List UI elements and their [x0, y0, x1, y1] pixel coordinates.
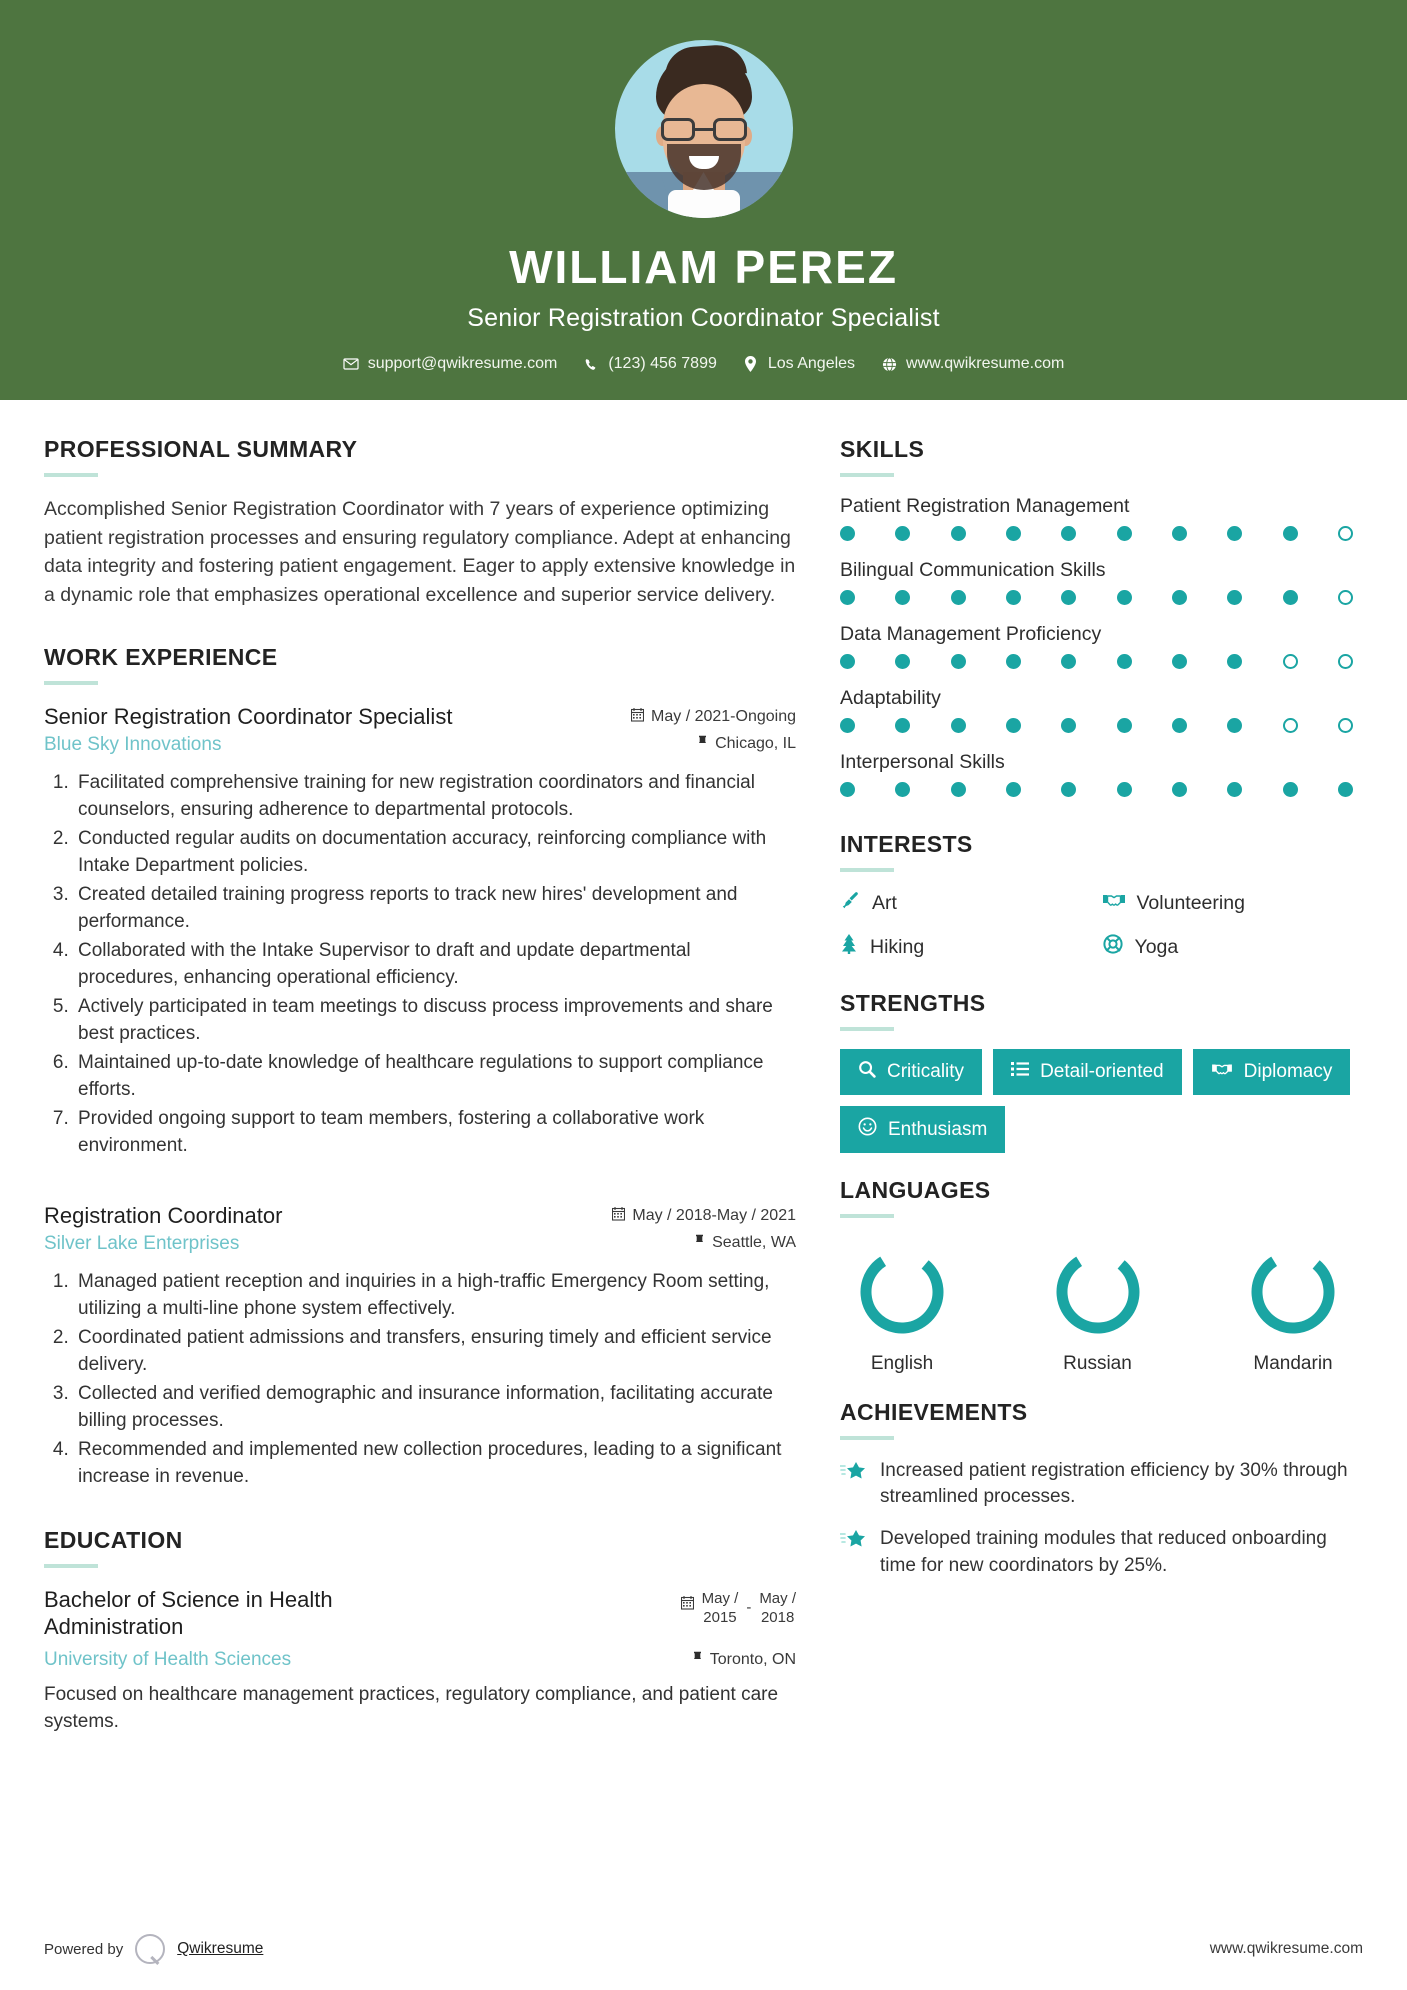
- skill-dot-filled: [840, 782, 855, 797]
- section-heading-interests: INTERESTS: [840, 831, 973, 857]
- work-bullet: 4. Recommended and implemented new collection procedures, leading to a significant increase in revenue.: [74, 1437, 796, 1491]
- skill-dot-filled: [1283, 782, 1298, 797]
- skill-dot-filled: [1061, 718, 1076, 733]
- powered-by-label: Powered by: [44, 1940, 124, 1958]
- map-pin-icon: [743, 356, 759, 372]
- work-role: Registration Coordinator: [44, 1202, 283, 1228]
- work-entry: [44, 703, 796, 1160]
- language-item: [1050, 1244, 1146, 1375]
- section-education: [44, 1527, 796, 1736]
- skill-item: [840, 751, 1355, 797]
- strength-label: Diplomacy: [1243, 1061, 1333, 1082]
- section-skills: [840, 436, 1355, 797]
- contact-email-text: support@qwikresume.com: [367, 355, 558, 372]
- education-location: [692, 1651, 796, 1670]
- globe-icon: [881, 356, 897, 372]
- skill-rating: [840, 654, 1355, 669]
- work-location-text: Seattle, WA: [712, 1234, 796, 1252]
- section-rule: [44, 1564, 98, 1568]
- section-rule: [840, 1436, 894, 1440]
- interest-item: [1103, 934, 1356, 960]
- section-rule: [840, 1027, 894, 1031]
- skill-dot-empty: [1338, 654, 1353, 669]
- right-column: [840, 436, 1355, 1736]
- handshake-icon: [1103, 890, 1125, 916]
- skill-dot-filled: [1283, 590, 1298, 605]
- avatar-glasses: [661, 118, 747, 142]
- language-donut: [1245, 1244, 1341, 1345]
- education-entry-header: [44, 1586, 796, 1641]
- education-start-year: 2015: [703, 1608, 737, 1626]
- strength-chip-criticality: [840, 1049, 982, 1095]
- skill-dot-filled: [1338, 782, 1353, 797]
- interest-item: [1103, 890, 1356, 916]
- education-school-row: [44, 1643, 796, 1671]
- work-bullet: 7. Provided ongoing support to team members, fostering a collaborative work environment.: [74, 1106, 796, 1160]
- language-label: English: [870, 1353, 934, 1374]
- skill-dot-filled: [1227, 590, 1242, 605]
- skill-dot-filled: [1227, 654, 1242, 669]
- skill-dot-filled: [1283, 526, 1298, 541]
- lifebuoy-icon: [1103, 934, 1123, 960]
- work-bullet: 3. Collected and verified demographic and insurance information, facilitating accurate billing processes.: [74, 1381, 796, 1435]
- section-rule: [840, 868, 894, 872]
- language-donut: [854, 1244, 950, 1345]
- skill-dot-filled: [1172, 782, 1187, 797]
- candidate-name: WILLIAM PEREZ: [509, 241, 898, 293]
- achievement-text: Increased patient registration efficiency by 30% through streamlined processes.: [880, 1460, 1348, 1508]
- strength-label: Enthusiasm: [888, 1118, 988, 1140]
- section-heading-languages: LANGUAGES: [840, 1177, 991, 1203]
- strength-chip-diplomacy: [1193, 1049, 1351, 1095]
- handshake-icon: [1211, 1060, 1233, 1084]
- education-school[interactable]: University of Health Sciences: [44, 1648, 292, 1670]
- language-donut: [1050, 1244, 1146, 1345]
- work-entry-header: [44, 1202, 796, 1256]
- language-label: Mandarin: [1253, 1353, 1333, 1374]
- skill-dot-filled: [951, 782, 966, 797]
- skill-dot-filled: [840, 590, 855, 605]
- contact-phone-text: (123) 456 7899: [608, 355, 717, 372]
- skill-dot-filled: [1006, 590, 1021, 605]
- languages-list: [840, 1236, 1355, 1375]
- contact-location-text: Los Angeles: [767, 355, 856, 372]
- skill-dot-filled: [1172, 718, 1187, 733]
- skill-dot-filled: [1006, 654, 1021, 669]
- calendar-icon: [631, 708, 644, 727]
- achievement-text: Developed training modules that reduced onboarding time for new coordinators by 25%.: [880, 1528, 1327, 1576]
- work-bullet: 3. Created detailed training progress reports to track new hires' development and performance.: [74, 882, 796, 936]
- skill-label: Data Management Proficiency: [840, 623, 1102, 645]
- envelope-icon: [343, 356, 359, 372]
- work-date: [631, 708, 796, 727]
- skill-dot-empty: [1283, 654, 1298, 669]
- skill-dot-filled: [1227, 718, 1242, 733]
- work-location: [612, 1234, 796, 1253]
- phone-icon: [583, 356, 599, 372]
- work-meta: [612, 1202, 796, 1253]
- section-heading-achievements: ACHIEVEMENTS: [840, 1399, 1028, 1425]
- work-bullet: 4. Collaborated with the Intake Supervisor to draft and update departmental procedures, enhancing operational efficiency.: [74, 938, 796, 992]
- interest-item: [840, 890, 1093, 916]
- skill-rating: [840, 718, 1355, 733]
- skill-dot-filled: [895, 718, 910, 733]
- skill-dot-empty: [1338, 590, 1353, 605]
- work-bullet: 1. Facilitated comprehensive training for new registration coordinators and financial counselors, ensuring adherence to departmental protocols.: [74, 770, 796, 824]
- section-rule: [840, 1214, 894, 1218]
- education-description: Focused on healthcare management practices, regulatory compliance, and patient care systems.: [44, 1683, 779, 1733]
- language-item: [1245, 1244, 1341, 1375]
- section-strengths: [840, 990, 1355, 1153]
- smiley-icon: [858, 1117, 877, 1142]
- pushpin-icon: [697, 735, 708, 754]
- skill-dot-filled: [951, 654, 966, 669]
- strength-label: Criticality: [887, 1061, 965, 1082]
- skill-rating: [840, 526, 1355, 541]
- skill-dot-filled: [895, 526, 910, 541]
- section-interests: [840, 831, 1355, 960]
- skill-dot-filled: [1227, 526, 1242, 541]
- skill-label: Adaptability: [840, 687, 941, 709]
- interests-grid: [840, 890, 1355, 960]
- interest-item: [840, 934, 1093, 960]
- skill-dot-filled: [1117, 782, 1132, 797]
- work-entry: [44, 1202, 796, 1491]
- work-company[interactable]: Silver Lake Enterprises: [44, 1233, 240, 1255]
- contact-email[interactable]: [335, 355, 566, 373]
- skill-dot-filled: [1172, 654, 1187, 669]
- language-label: Russian: [1063, 1353, 1132, 1374]
- skill-dot-filled: [1227, 782, 1242, 797]
- resume-body: [0, 400, 1407, 1736]
- contact-website[interactable]: [873, 355, 1072, 373]
- skill-dot-filled: [895, 654, 910, 669]
- education-date-separator: -: [746, 1598, 752, 1616]
- skill-dot-empty: [1283, 718, 1298, 733]
- education-start-month: May /: [701, 1589, 739, 1607]
- achievement-item: [840, 1526, 1355, 1578]
- section-rule: [840, 473, 894, 477]
- language-item: [854, 1244, 950, 1375]
- footer-url[interactable]: www.qwikresume.com: [1209, 1940, 1363, 1957]
- left-column: [44, 436, 796, 1736]
- work-bullet: 2. Conducted regular audits on documentation accuracy, reinforcing compliance with Intake Department policies.: [74, 826, 796, 880]
- skill-dot-filled: [1172, 526, 1187, 541]
- skill-dot-empty: [1338, 526, 1353, 541]
- interest-label: Yoga: [1134, 935, 1179, 958]
- skill-dot-filled: [1061, 590, 1076, 605]
- work-location-text: Chicago, IL: [715, 735, 796, 753]
- work-bullet: 6. Maintained up-to-date knowledge of healthcare regulations to support compliance efforts.: [74, 1050, 796, 1104]
- skill-dot-filled: [1117, 590, 1132, 605]
- tree-icon: [840, 934, 858, 960]
- paintbrush-icon: [840, 890, 860, 916]
- work-bullet: 2. Coordinated patient admissions and transfers, ensuring timely and efficient service delivery.: [74, 1325, 796, 1379]
- work-role: Senior Registration Coordinator Specialist: [44, 703, 453, 729]
- skill-dot-filled: [1117, 654, 1132, 669]
- page-footer: [0, 1934, 1407, 1990]
- skill-rating: [840, 590, 1355, 605]
- skill-dot-filled: [1006, 782, 1021, 797]
- section-languages: [840, 1177, 1355, 1375]
- achievement-item: [840, 1458, 1355, 1510]
- magnifier-icon: [858, 1060, 876, 1084]
- work-date-text: May / 2021-Ongoing: [651, 708, 796, 726]
- pushpin-icon: [694, 1234, 705, 1253]
- avatar: [615, 40, 793, 218]
- contact-location: [735, 355, 863, 373]
- education-dates: [681, 1586, 796, 1628]
- resume-header: [0, 0, 1407, 400]
- candidate-job-title: Senior Registration Coordinator Specialist: [467, 304, 940, 332]
- strength-chip-detail-oriented: [993, 1049, 1182, 1095]
- section-heading-skills: SKILLS: [840, 436, 925, 462]
- work-company[interactable]: Blue Sky Innovations: [44, 734, 222, 756]
- skill-dot-filled: [951, 590, 966, 605]
- skill-item: [840, 623, 1355, 669]
- skill-label: Interpersonal Skills: [840, 751, 1005, 773]
- interest-label: Volunteering: [1136, 891, 1245, 914]
- work-meta: [631, 703, 796, 754]
- education-end-date: [759, 1590, 796, 1628]
- skill-label: Patient Registration Management: [840, 495, 1130, 517]
- education-end-year: 2018: [760, 1608, 795, 1626]
- skill-dot-filled: [840, 718, 855, 733]
- powered-by-block: [44, 1934, 263, 1964]
- work-date: [612, 1207, 796, 1226]
- star-icon: [840, 1458, 866, 1488]
- work-date-text: May / 2018-May / 2021: [632, 1207, 796, 1225]
- skill-item: [840, 687, 1355, 733]
- work-bullets: [44, 770, 796, 1160]
- strength-chip-enthusiasm: [840, 1106, 1005, 1153]
- work-bullet: 5. Actively participated in team meetings to discuss process improvements and share best practices.: [74, 994, 796, 1048]
- education-location-text: Toronto, ON: [709, 1651, 796, 1669]
- skill-dot-filled: [895, 590, 910, 605]
- skill-dot-filled: [895, 782, 910, 797]
- section-heading-strengths: STRENGTHS: [840, 990, 986, 1016]
- skill-dot-empty: [1338, 718, 1353, 733]
- contact-phone[interactable]: [575, 355, 725, 373]
- section-achievements: [840, 1399, 1355, 1579]
- skill-dot-filled: [840, 526, 855, 541]
- qwikresume-brand-link[interactable]: Qwikresume: [177, 1940, 264, 1957]
- section-heading-work: WORK EXPERIENCE: [44, 643, 278, 670]
- section-rule: [44, 681, 98, 685]
- section-work-experience: [44, 644, 796, 1491]
- skill-rating: [840, 782, 1355, 797]
- calendar-icon: [681, 1590, 694, 1614]
- skill-dot-filled: [1061, 526, 1076, 541]
- interest-label: Art: [872, 891, 897, 914]
- pushpin-icon: [692, 1651, 703, 1670]
- work-bullets: [44, 1269, 796, 1491]
- contact-website-text: www.qwikresume.com: [906, 355, 1065, 372]
- contact-bar: [335, 355, 1073, 373]
- skill-dot-filled: [951, 526, 966, 541]
- list-icon: [1011, 1061, 1029, 1083]
- section-heading-summary: PROFESSIONAL SUMMARY: [44, 436, 358, 462]
- section-heading-education: EDUCATION: [44, 1526, 183, 1553]
- education-entry: [44, 1586, 796, 1736]
- skill-item: [840, 559, 1355, 605]
- skill-dot-filled: [1061, 654, 1076, 669]
- section-rule: [44, 473, 98, 477]
- skill-dot-filled: [1172, 590, 1187, 605]
- education-start-date: [702, 1590, 739, 1628]
- work-bullet: 1. Managed patient reception and inquiries in a high-traffic Emergency Room setting, utilizing a multi-line phone system effectively.: [74, 1269, 796, 1323]
- skill-dot-filled: [840, 654, 855, 669]
- strength-label: Detail-oriented: [1040, 1061, 1164, 1082]
- strengths-list: [840, 1049, 1355, 1153]
- skill-dot-filled: [1006, 526, 1021, 541]
- summary-text: Accomplished Senior Registration Coordinator with 7 years of experience optimizing patient registration processes and ensuring regulatory compliance. Adept at enhancing data integrity and fostering patient engagement. Eager to apply extensive knowledge in a dynamic role that emphasizes operational excellence and superior service delivery.: [44, 498, 796, 606]
- skill-dot-filled: [1117, 526, 1132, 541]
- skill-label: Bilingual Communication Skills: [840, 559, 1106, 581]
- skill-dot-filled: [1006, 718, 1021, 733]
- interest-label: Hiking: [870, 935, 925, 958]
- section-professional-summary: [44, 436, 796, 610]
- skill-item: [840, 495, 1355, 541]
- skill-dot-filled: [951, 718, 966, 733]
- education-degree: Bachelor of Science in Health Administration: [44, 1586, 333, 1640]
- skill-dot-filled: [1117, 718, 1132, 733]
- qwikresume-logo-icon: [135, 1934, 165, 1964]
- education-end-month: May /: [759, 1589, 796, 1607]
- calendar-icon: [612, 1207, 625, 1226]
- work-entry-header: [44, 703, 796, 757]
- skill-dot-filled: [1061, 782, 1076, 797]
- work-location: [631, 735, 796, 754]
- star-icon: [840, 1526, 866, 1556]
